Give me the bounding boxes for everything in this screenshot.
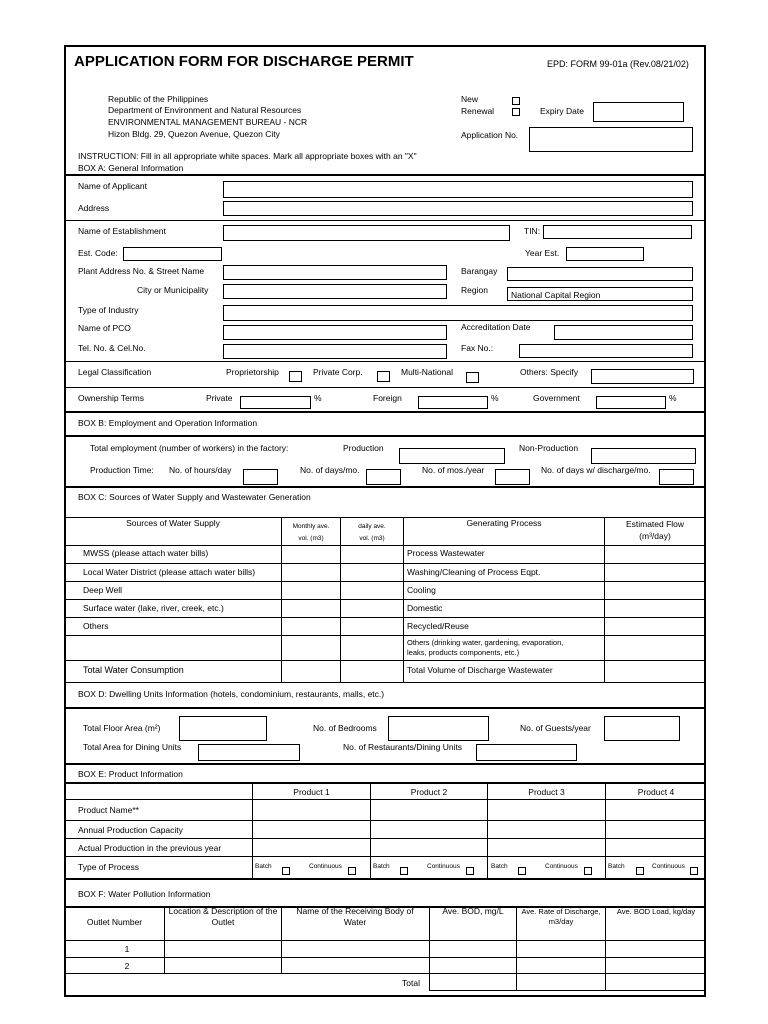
expiry-date-field[interactable] [593,102,684,122]
address-line-2: Department of Environment and Natural Resources [108,105,302,115]
box-c-bottom-rule [64,682,706,683]
product-name-label: Product Name** [78,805,139,815]
plant-address-label: Plant Address No. & Street Name [78,266,205,276]
box-e-row-rule-3 [64,856,706,857]
process-wastewater: Process Wastewater [407,548,485,558]
government-percent-sign: % [669,393,677,403]
region-field[interactable] [507,287,693,301]
legal-option-proprietorship: Proprietorship [226,367,279,377]
col-flow-line-1: Estimated Flow [625,519,685,529]
ownership-government-label: Government [533,393,580,403]
accreditation-field[interactable] [554,325,693,340]
col-daily-header [341,521,403,545]
col-flow-line-2: (m³/day) [639,531,671,541]
address-line-4: Hizon Bldg. 29, Quezon Avenue, Quezon City [108,129,280,139]
p3-batch-label: Batch [491,863,508,870]
box-c-col-line-1 [281,517,282,683]
proprietorship-checkbox[interactable] [289,371,302,382]
legal-label: Legal Classification [78,367,152,377]
p2-continuous-checkbox[interactable] [466,867,474,875]
p4-batch-checkbox[interactable] [636,867,644,875]
p2-batch-label: Batch [373,863,390,870]
p4-continuous-label: Continuous [652,863,685,870]
foreign-percent-sign: % [491,393,499,403]
others-specify-field[interactable] [591,369,694,384]
p4-batch-label: Batch [608,863,625,870]
total-discharge-label: Total Volume of Discharge Wastewater [407,665,553,675]
source-deep-well: Deep Well [83,585,123,595]
box-d-bottom-rule [64,763,706,765]
discharge-days-label: No. of days w/ discharge/mo. [541,465,651,475]
non-production-field[interactable] [591,448,696,464]
box-c-row-rule-2 [64,581,706,582]
pco-field[interactable] [223,325,447,340]
p1-continuous-checkbox[interactable] [348,867,356,875]
legal-option-multinational: Multi-National [401,367,453,377]
col-monthly-line-1: Monthly ave. [292,523,330,530]
address-label: Address [78,203,110,213]
col-receiving-body: Name of the Receiving Body of Water [296,906,414,927]
instruction-text: INSTRUCTION: Fill in all appropriate white spaces. Mark all appropriate boxes with an "X" [78,151,417,161]
product-4-header: Product 4 [637,787,675,797]
box-f-col-line-5 [605,906,606,991]
col-flow-header [605,518,705,542]
tel-label: Tel. No. & Cel.No. [78,343,146,353]
floor-area-field[interactable] [179,716,267,741]
est-code-field[interactable] [123,247,222,261]
ownership-label: Ownership Terms [78,393,144,403]
total-consumption-label: Total Water Consumption [83,665,184,675]
barangay-label: Barangay [461,266,498,276]
box-a-bottom-rule [64,411,706,413]
form-title: APPLICATION FORM FOR DISCHARGE PERMIT [74,53,414,70]
p4-continuous-checkbox[interactable] [690,867,698,875]
box-c-col-line-2 [340,517,341,683]
col-outlet-number: Outlet Number [86,917,143,927]
box-a-rule-2 [64,361,706,362]
year-est-field[interactable] [566,247,644,261]
non-production-label: Non-Production [519,443,579,453]
col-monthly-header [282,521,340,545]
private-percent-field[interactable] [240,396,311,409]
box-f-header-rule [64,940,706,941]
production-label: Production [343,443,384,453]
product-1-header: Product 1 [293,787,330,797]
renewal-checkbox[interactable] [512,108,520,116]
box-f-row-rule-2 [64,973,706,974]
mos-year-field[interactable] [495,469,530,485]
product-3-header: Product 3 [528,787,565,797]
box-f-heading: BOX F: Water Pollution Information [78,889,211,899]
application-no-label: Application No. [461,130,519,140]
col-ave-bod: Ave. BOD, mg/L [442,906,504,916]
col-monthly-line-2: vol. (m3) [298,535,324,542]
restaurants-field[interactable] [476,744,577,761]
tin-label: TIN: [524,226,541,236]
annual-capacity-label: Annual Production Capacity [78,825,183,835]
dining-area-field[interactable] [198,744,300,761]
legal-option-others: Others: Specify [520,367,579,377]
hours-day-label: No. of hours/day [169,465,232,475]
box-c-row-rule-1 [64,563,706,564]
production-time-label: Production Time: [90,465,154,475]
mos-year-label: No. of mos./year [422,465,485,475]
barangay-field[interactable] [507,267,693,281]
region-value: National Capital Region [511,290,601,300]
box-a-rule-1 [64,220,706,221]
process-others: Others (drinking water, gardening, evaporation, leaks, products components, etc.) [407,638,564,657]
product-2-header: Product 2 [410,787,448,797]
box-b-heading: BOX B: Employment and Operation Information [78,418,258,428]
p3-continuous-label: Continuous [545,863,578,870]
est-code-label: Est. Code: [78,248,118,258]
renewal-label: Renewal [461,106,495,116]
industry-field[interactable] [223,305,693,321]
days-mo-label: No. of days/mo. [300,465,360,475]
city-field[interactable] [223,284,447,299]
ownership-private-label: Private [206,393,233,403]
box-a-heading: BOX A: General Information [78,163,184,173]
box-e-heading: BOX E: Product Information [78,769,183,779]
address-line-3: ENVIRONMENTAL MANAGEMENT BUREAU - NCR [108,117,308,127]
tin-field[interactable] [543,225,692,239]
accreditation-label: Accreditation Date [461,322,531,332]
p2-continuous-label: Continuous [427,863,460,870]
multinational-checkbox[interactable] [466,372,479,383]
address-field[interactable] [223,201,693,216]
box-c-row-rule-6 [64,660,706,661]
box-e-bottom-rule [64,878,706,880]
col-process-header: Generating Process [466,518,542,528]
box-a-top-rule [64,174,706,176]
box-c-row-rule-5 [64,635,706,636]
source-others: Others [83,621,109,631]
plant-street-field[interactable] [223,265,447,280]
process-domestic: Domestic [407,603,443,613]
box-c-row-rule-4 [64,617,706,618]
type-of-process-label: Type of Process [78,862,139,872]
col-bod-load: Ave. BOD Load, kg/day [616,907,696,916]
box-f-col-line-4 [516,906,517,991]
ownership-foreign-label: Foreign [373,393,402,403]
source-surface-water: Surface water (lake, river, creek, etc.) [83,603,224,613]
form-code: EPD: FORM 99-01a (Rev.08/21/02) [547,59,689,69]
box-c-col-line-4 [604,517,605,683]
total-employment-label: Total employment (number of workers) in the factory: [90,443,289,453]
dining-area-label: Total Area for Dining Units [83,742,182,752]
applicant-field[interactable] [223,181,693,198]
foreign-percent-field[interactable] [418,396,488,409]
p1-batch-checkbox[interactable] [282,867,290,875]
outlet-2: 2 [124,961,130,971]
p1-batch-label: Batch [255,863,272,870]
col-location: Location & Description of the Outlet [168,906,278,927]
box-e-row-rule-2 [64,838,706,839]
col-rate-discharge: Ave. Rate of Discharge, m3/day [521,907,601,926]
bedrooms-field[interactable] [388,716,489,741]
establishment-field[interactable] [223,225,510,241]
box-c-row-rule-3 [64,599,706,600]
fax-label: Fax No.: [461,343,494,353]
private-corp-checkbox[interactable] [377,371,390,382]
production-field[interactable] [399,448,505,464]
hours-day-field[interactable] [243,469,278,485]
box-e-top-rule [64,782,706,784]
address-line-1: Republic of the Philippines [108,94,209,104]
box-d-heading: BOX D: Dwelling Units Information (hotels, condominium, restaurants, malls, etc.) [78,689,385,699]
guests-label: No. of Guests/year [520,723,591,733]
box-e-row-rule-1 [64,820,706,821]
bedrooms-label: No. of Bedrooms [313,723,377,733]
box-c-heading: BOX C: Sources of Water Supply and Wastewater Generation [78,492,311,502]
expiry-label: Expiry Date [540,106,584,116]
year-est-label: Year Est. [525,248,560,258]
box-f-row-rule-1 [64,957,706,958]
box-b-top-rule [64,435,706,437]
floor-area-label: Total Floor Area (m²) [83,723,161,733]
box-d-top-rule [64,707,706,709]
industry-label: Type of Industry [78,305,139,315]
actual-production-label: Actual Production in the previous year [78,843,222,853]
pco-label: Name of PCO [78,323,131,333]
fax-field[interactable] [519,344,693,358]
outlet-1: 1 [124,944,130,954]
guests-field[interactable] [604,716,680,741]
new-checkbox[interactable] [512,97,520,105]
p2-batch-checkbox[interactable] [400,867,408,875]
private-percent-sign: % [314,393,322,403]
source-local-water: Local Water District (please attach water bills) [83,567,256,577]
box-e-header-rule [64,799,706,800]
new-label: New [461,94,479,104]
days-mo-field[interactable] [366,469,401,485]
p3-continuous-checkbox[interactable] [584,867,592,875]
process-recycled: Recycled/Reuse [407,621,469,631]
legal-option-private-corp: Private Corp. [313,367,363,377]
discharge-days-field[interactable] [659,469,694,485]
box-b-bottom-rule [64,486,706,488]
p3-batch-checkbox[interactable] [518,867,526,875]
box-c-header-rule [64,545,706,546]
total-label: Total [402,978,420,988]
applicant-label: Name of Applicant [78,181,147,191]
government-percent-field[interactable] [596,396,666,409]
city-label: City or Municipality [137,285,209,295]
region-label: Region [461,285,488,295]
col-daily-line-1: daily ave. [358,523,386,530]
box-f-total-rule [429,990,706,991]
establishment-label: Name of Establishment [78,226,166,236]
col-daily-line-2: vol. (m3) [359,535,385,542]
tel-field[interactable] [223,344,447,359]
application-no-field[interactable] [529,127,693,152]
restaurants-label: No. of Restaurants/Dining Units [343,742,463,752]
process-washing: Washing/Cleaning of Process Eqpt. [407,567,541,577]
source-mwss: MWSS (please attach water bills) [83,548,209,558]
col-sources-header: Sources of Water Supply [126,518,220,528]
box-f-col-line-3 [429,906,430,991]
box-a-rule-3 [64,387,706,388]
p1-continuous-label: Continuous [309,863,342,870]
box-c-col-line-3 [403,517,404,683]
process-cooling: Cooling [407,585,436,595]
